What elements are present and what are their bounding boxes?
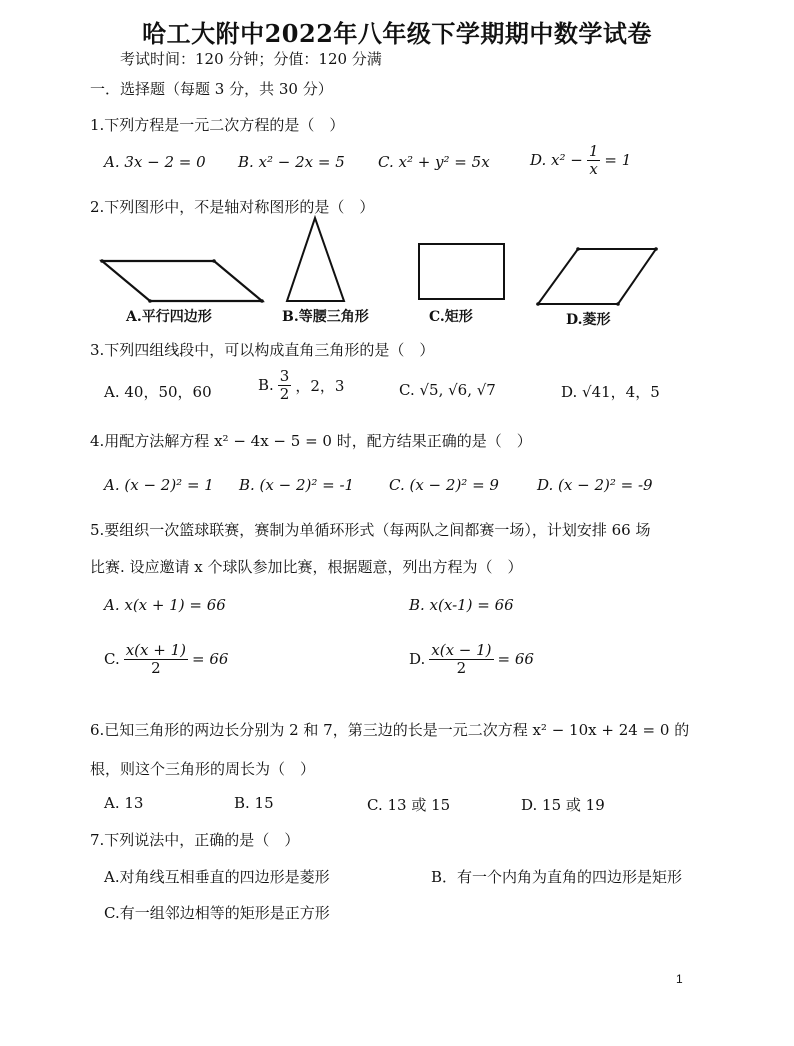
q4-option-c: C. (x − 2)² = 9 — [389, 476, 499, 494]
q1-d-prefix: D. x² − — [530, 151, 583, 169]
q5-d-suffix: = 66 — [497, 650, 534, 668]
q5-d-numerator: x(x − 1) — [431, 641, 492, 659]
isosceles-triangle-figure — [287, 218, 344, 301]
q2-stem: 2.下列图形中，不是轴对称图形的是（ ） — [90, 198, 375, 216]
q5-c-suffix: = 66 — [192, 650, 229, 668]
page-number: 1 — [676, 972, 683, 986]
q7-option-b: B．有一个内角为直角的四边形是矩形 — [431, 868, 683, 886]
exam-title: 哈工大附中2022年八年级下学期期中数学试卷 — [142, 19, 652, 48]
q4-option-a: A. (x − 2)² = 1 — [104, 476, 214, 494]
q6-option-a: A. 13 — [104, 794, 144, 812]
q4-option-b: B. (x − 2)² = -1 — [239, 476, 355, 494]
q4-option-d: D. (x − 2)² = -9 — [537, 476, 653, 494]
q1-option-a: A. 3x − 2 = 0 — [104, 153, 206, 171]
q3-b-prefix: B. — [258, 376, 274, 394]
q2-caption-a: A.平行四边形 — [126, 309, 212, 325]
q5-c-numerator: x(x + 1) — [125, 641, 186, 659]
q5-option-d — [409, 642, 534, 676]
q5-d-denominator: 2 — [456, 658, 467, 677]
q3-b-numerator: 3 — [279, 367, 290, 385]
q3-b-fraction — [278, 368, 292, 402]
q5-stem-line1: 5.要组织一次篮球联赛，赛制为单循环形式（每两队之间都赛一场），计划安排 66 场 — [90, 521, 651, 539]
q3-b-suffix: ，2，3 — [295, 376, 345, 395]
q3-b-denominator: 2 — [279, 384, 290, 403]
q5-c-prefix: C. — [104, 650, 120, 668]
q6-option-d: D. 15 或 19 — [521, 796, 605, 814]
q6-stem-line1: 6.已知三角形的两边长分别为 2 和 7，第三边的长是一元二次方程 x² − 10x + 24 = 0 的 — [90, 721, 690, 739]
q5-option-c — [104, 642, 228, 676]
q6-option-c: C. 13 或 15 — [367, 796, 451, 814]
q5-c-fraction — [124, 642, 188, 676]
q5-option-b: B. x(x-1) = 66 — [409, 596, 514, 614]
q5-d-prefix: D. — [409, 650, 426, 668]
rhombus-figure — [538, 249, 656, 304]
q3-option-a: A. 40，50，60 — [104, 383, 212, 401]
q2-caption-b: B.等腰三角形 — [282, 309, 369, 325]
q5-d-fraction — [429, 642, 493, 676]
q6-stem-line2: 根，则这个三角形的周长为（ ） — [90, 760, 316, 778]
q7-option-c: C.有一组邻边相等的矩形是正方形 — [104, 904, 330, 922]
q2-caption-c: C.矩形 — [429, 309, 473, 325]
q5-option-a: A. x(x + 1) = 66 — [104, 596, 226, 614]
parallelogram-figure — [102, 261, 262, 301]
q1-d-suffix: = 1 — [604, 151, 632, 169]
q2-caption-d: D.菱形 — [566, 312, 611, 328]
q3-option-b — [258, 368, 344, 402]
q2-figures — [0, 0, 794, 340]
q3-option-d: D. √41，4，5 — [561, 383, 660, 401]
q5-stem-line2: 比赛. 设应邀请 x 个球队参加比赛，根据题意，列出方程为（ ） — [90, 558, 523, 576]
section-heading: 一．选择题（每题 3 分，共 30 分） — [90, 80, 333, 98]
q3-option-c: C. √5, √6, √7 — [399, 381, 496, 399]
rectangle-figure — [419, 244, 504, 299]
q6-option-b: B. 15 — [234, 794, 274, 812]
q4-stem: 4.用配方法解方程 x² − 4x − 5 = 0 时，配方结果正确的是（ ） — [90, 432, 532, 450]
q7-option-a: A.对角线互相垂直的四边形是菱形 — [104, 868, 330, 886]
q1-d-numerator: 1 — [588, 142, 599, 160]
q1-option-c: C. x² + y² = 5x — [378, 153, 490, 171]
q1-d-denominator: x — [589, 159, 598, 178]
q7-stem: 7.下列说法中，正确的是（ ） — [90, 831, 300, 849]
exam-info: 考试时间：120 分钟；分值：120 分满 — [120, 50, 382, 68]
q3-stem: 3.下列四组线段中，可以构成直角三角形的是（ ） — [90, 341, 435, 359]
q1-stem: 1.下列方程是一元二次方程的是（ ） — [90, 116, 345, 134]
q1-option-b: B. x² − 2x = 5 — [238, 153, 345, 171]
q5-c-denominator: 2 — [151, 658, 161, 677]
